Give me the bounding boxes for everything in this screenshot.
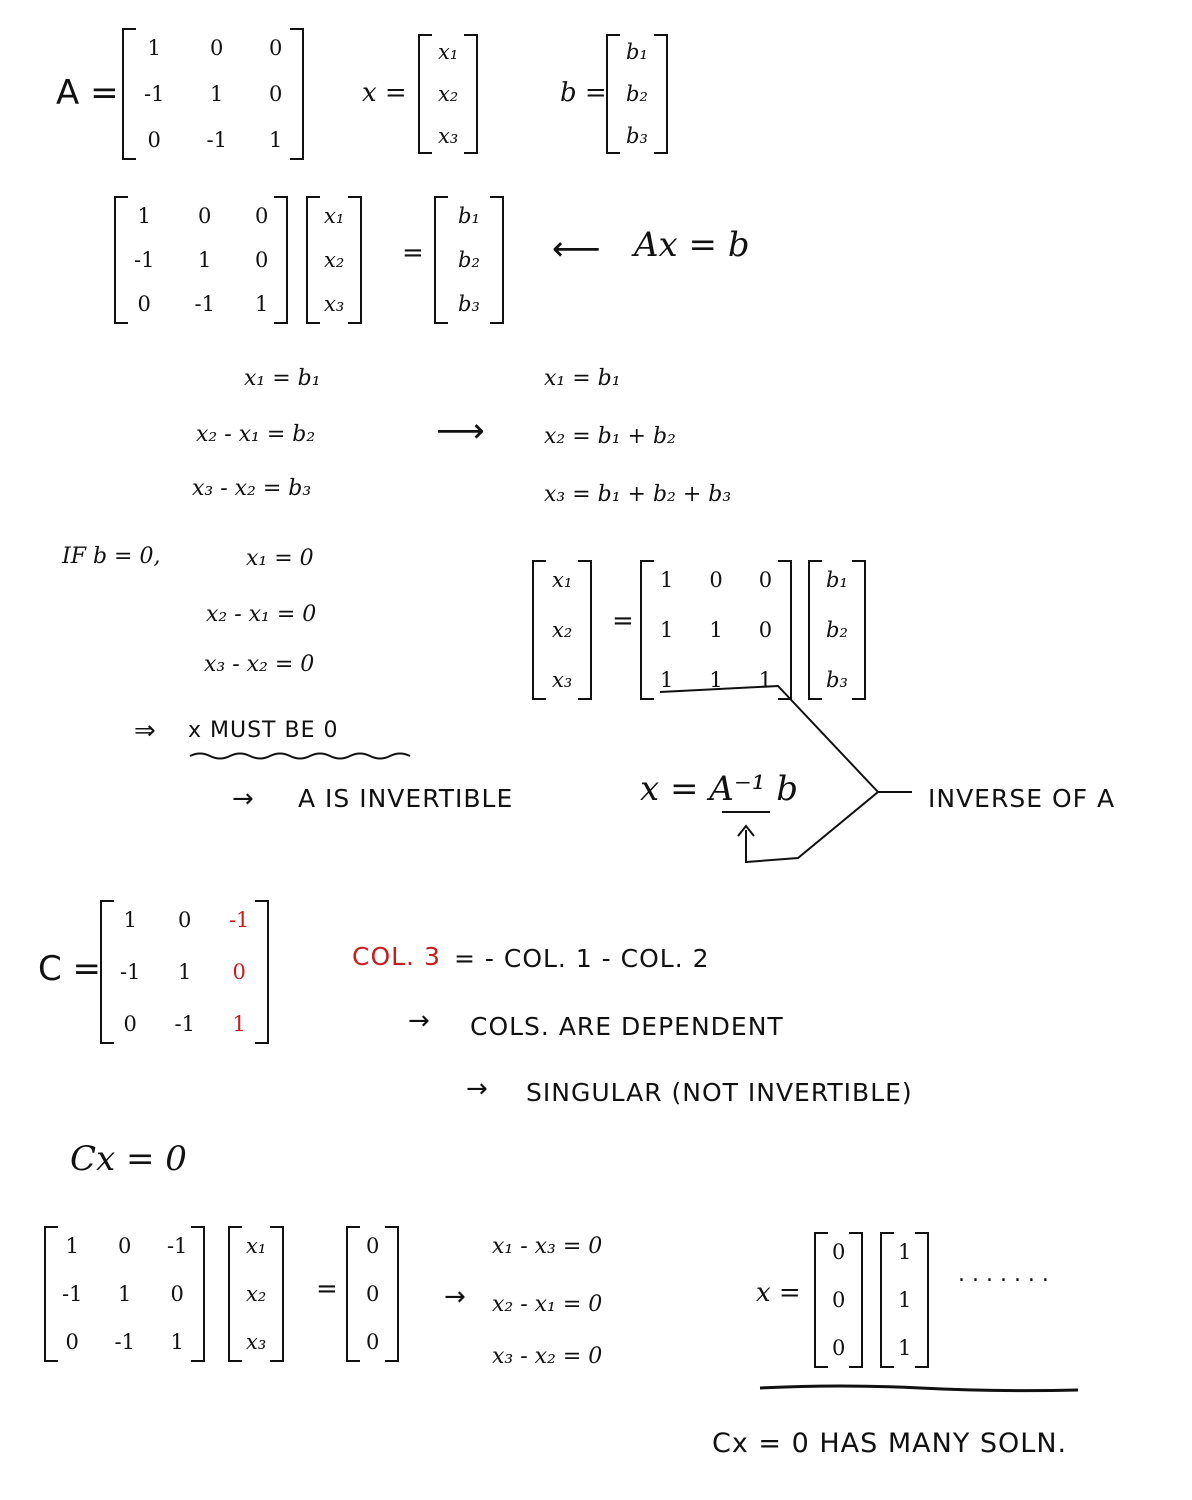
solution-dots: . . . . . . .: [958, 1262, 1049, 1287]
vector-entry: x₁: [324, 204, 345, 228]
matrix-entry: -1: [194, 292, 215, 316]
matrix-entry: -1: [166, 1234, 188, 1258]
dependent-arrow: →: [408, 1006, 430, 1036]
cx-equals-zero-title: Cx = 0: [70, 1139, 187, 1179]
vector-entry: 1: [898, 1288, 912, 1312]
homogeneous-arrow: →: [444, 1282, 466, 1312]
vector-entry: x₃: [438, 124, 459, 148]
vector-entry: x₁: [438, 40, 459, 64]
matrix-entry: 1: [232, 1012, 246, 1036]
matrix-entry: 0: [232, 960, 246, 984]
vector-x-label: x =: [362, 78, 407, 108]
equation-left-2: x₂ - x₁ = b₂: [196, 422, 316, 447]
matrix-entry: 1: [118, 1282, 132, 1306]
matrix-entry: 1: [210, 82, 224, 106]
matrix-entry: 1: [147, 36, 161, 60]
conclusion-underline: [760, 1386, 1078, 1391]
matrix-entry: -1: [174, 1012, 195, 1036]
matrix-entry: 0: [123, 1012, 137, 1036]
matrix-entry: 1: [268, 128, 283, 152]
vector-entry: b₁: [458, 204, 480, 228]
inverse-equals: =: [612, 606, 634, 636]
matrix-entry: 0: [709, 568, 723, 592]
inverse-of-a-label: INVERSE OF A: [928, 784, 1116, 813]
matrix-entry: 0: [268, 82, 283, 106]
matrix-entry: 1: [254, 292, 269, 316]
cols-are-dependent: COLS. ARE DEPENDENT: [470, 1012, 784, 1041]
invertible-arrow: →: [232, 784, 254, 814]
zero-eq-2: x₂ - x₁ = 0: [206, 602, 317, 627]
vector-entry: b₃: [626, 124, 648, 148]
vector-entry: x₁: [552, 568, 573, 592]
zero-eq-3: x₃ - x₂ = 0: [204, 652, 315, 677]
matrix-entry: -1: [114, 1330, 135, 1354]
wavy-underline: [190, 754, 410, 759]
homogeneous-eq-2: x₂ - x₁ = 0: [492, 1292, 603, 1317]
many-solutions-note: Cx = 0 HAS MANY SOLN.: [712, 1428, 1068, 1459]
matrix-entry: 0: [65, 1330, 79, 1354]
matrix-entry: 1: [65, 1234, 79, 1258]
right-arrow: ⟶: [436, 411, 485, 451]
vector-entry: 1: [898, 1336, 912, 1360]
inverse-connector: [660, 686, 878, 862]
matrix-entry: 0: [758, 618, 773, 642]
vector-entry: x₂: [552, 618, 573, 642]
system-equals: =: [402, 238, 424, 268]
matrix-entry: -1: [144, 82, 165, 106]
vector-entry: x₁: [246, 1234, 267, 1258]
vector-entry: x₃: [246, 1330, 267, 1354]
inverse-formula: x = A⁻¹ b: [640, 769, 798, 809]
solution-x-label: x =: [756, 1278, 801, 1308]
homogeneous-equals: =: [316, 1274, 338, 1304]
vector-entry: x₂: [246, 1282, 267, 1306]
matrix-entry: 1: [170, 1330, 184, 1354]
matrix-entry: 1: [709, 618, 723, 642]
vector-entry: b₃: [458, 292, 480, 316]
vector-entry: x₃: [324, 292, 345, 316]
left-arrow: ⟵: [552, 229, 601, 269]
matrix-entry: 0: [178, 908, 192, 932]
vector-entry: x₂: [438, 82, 459, 106]
matrix-entry: 0: [147, 128, 161, 152]
equation-left-3: x₃ - x₂ = b₃: [192, 476, 312, 501]
vector-entry: b₂: [626, 82, 648, 106]
equation-right-2: x₂ = b₁ + b₂: [544, 424, 676, 449]
matrix-entry: 0: [758, 568, 773, 592]
vector-entry: 0: [366, 1234, 380, 1258]
matrix-entry: 1: [709, 668, 723, 692]
vector-entry: 0: [366, 1282, 380, 1306]
vector-entry: b₃: [826, 668, 848, 692]
ax-equals-b-note: Ax = b: [634, 225, 750, 265]
matrix-entry: 1: [123, 908, 137, 932]
matrix-entry: -1: [206, 128, 227, 152]
vector-entry: b₂: [826, 618, 848, 642]
vector-entry: b₂: [458, 248, 480, 272]
vector-entry: 0: [366, 1330, 380, 1354]
col3-label: COL. 3: [352, 942, 441, 971]
matrix-entry: 1: [660, 618, 674, 642]
matrix-entry: 0: [254, 248, 269, 272]
vector-entry: b₁: [826, 568, 848, 592]
vector-entry: x₃: [552, 668, 573, 692]
equation-right-3: x₃ = b₁ + b₂ + b₃: [544, 482, 732, 507]
vector-entry: 0: [832, 1288, 846, 1312]
matrix-entry: -1: [62, 1282, 83, 1306]
matrix-entry: 1: [660, 668, 674, 692]
vector-entry: 1: [898, 1240, 912, 1264]
col3-relation: = - COL. 1 - COL. 2: [454, 944, 710, 973]
matrix-entry: 0: [210, 36, 224, 60]
matrix-entry: -1: [228, 908, 250, 932]
implies-arrow: ⇒: [134, 716, 156, 746]
matrix-entry: 0: [170, 1282, 184, 1306]
a-is-invertible: A IS INVERTIBLE: [298, 784, 514, 813]
matrix-entry: -1: [134, 248, 155, 272]
homogeneous-eq-3: x₃ - x₂ = 0: [492, 1344, 603, 1369]
matrix-entry: 0: [137, 292, 151, 316]
matrix-entry: 1: [178, 960, 192, 984]
matrix-entry: 1: [758, 668, 773, 692]
matrix-a-label: A =: [56, 73, 119, 113]
if-b-zero: IF b = 0,: [62, 544, 161, 569]
matrix-entry: 1: [660, 568, 674, 592]
matrix-entry: 0: [268, 36, 283, 60]
matrix-entry: 0: [118, 1234, 132, 1258]
vector-entry: 0: [832, 1336, 846, 1360]
vector-entry: x₂: [324, 248, 345, 272]
zero-eq-1: x₁ = 0: [246, 546, 314, 571]
homogeneous-eq-1: x₁ - x₃ = 0: [492, 1234, 603, 1259]
vector-b-label: b =: [560, 78, 607, 108]
matrix-entry: 1: [137, 204, 151, 228]
matrix-c-label: C =: [38, 949, 102, 989]
vector-entry: 0: [832, 1240, 846, 1264]
equation-right-1: x₁ = b₁: [544, 366, 621, 391]
singular-not-invertible: SINGULAR (NOT INVERTIBLE): [526, 1078, 913, 1107]
singular-arrow: →: [466, 1074, 488, 1104]
matrix-entry: -1: [120, 960, 141, 984]
matrix-entry: 1: [198, 248, 212, 272]
matrix-entry: 0: [198, 204, 212, 228]
equation-left-1: x₁ = b₁: [244, 366, 321, 391]
x-must-be-zero: x MUST BE 0: [188, 718, 339, 743]
matrix-entry: 0: [254, 204, 269, 228]
vector-entry: b₁: [626, 40, 648, 64]
